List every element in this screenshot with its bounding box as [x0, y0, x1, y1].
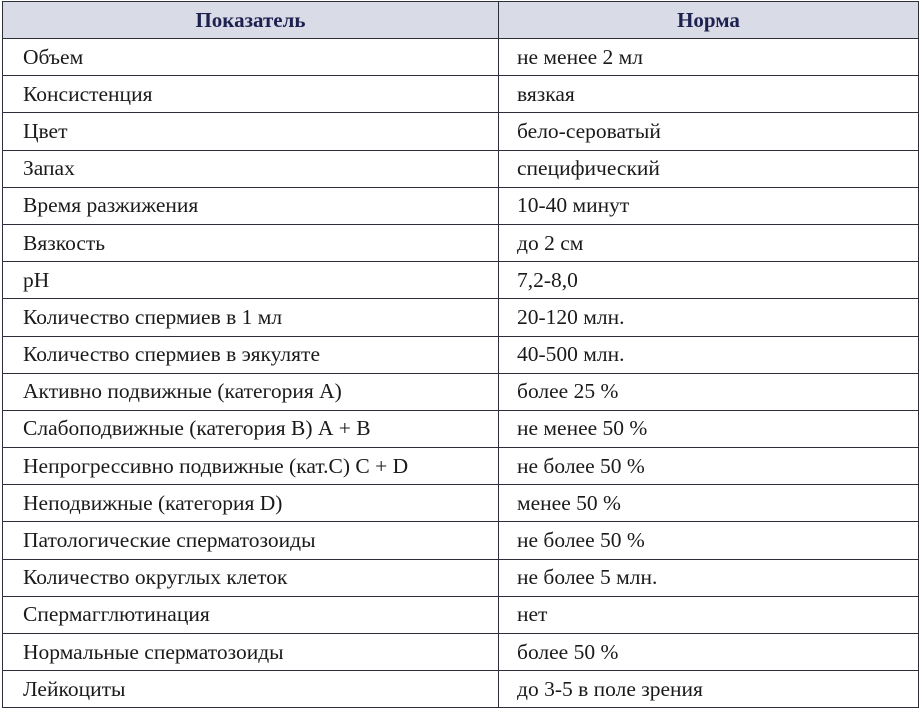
table-row	[3, 187, 919, 224]
param-cell: Цвет	[3, 113, 499, 150]
table-row	[3, 634, 919, 671]
header-norm: Норма	[499, 2, 919, 39]
table-row	[3, 39, 919, 76]
param-cell: Нормальные сперматозоиды	[3, 634, 499, 671]
param-cell: Непрогрессивно подвижные (кат.С) С + D	[3, 448, 499, 485]
param-cell: pH	[3, 262, 499, 299]
norm-cell: не более 50 %	[499, 448, 919, 485]
norm-cell: до 2 см	[499, 224, 919, 261]
norm-cell: бело-сероватый	[499, 113, 919, 150]
norms-table	[2, 1, 919, 708]
param-cell: Вязкость	[3, 224, 499, 261]
table-header-row	[3, 2, 919, 39]
param-cell: Количество спермиев в эякуляте	[3, 336, 499, 373]
table-row	[3, 224, 919, 261]
header-param: Показатель	[3, 2, 499, 39]
norm-cell: 40-500 млн.	[499, 336, 919, 373]
table-row	[3, 113, 919, 150]
table-row	[3, 76, 919, 113]
norm-cell: нет	[499, 596, 919, 633]
param-cell: Патологические сперматозоиды	[3, 522, 499, 559]
param-cell: Запах	[3, 150, 499, 187]
param-cell: Активно подвижные (категория А)	[3, 373, 499, 410]
norm-cell: 20-120 млн.	[499, 299, 919, 336]
param-cell: Лейкоциты	[3, 671, 499, 708]
param-cell: Консистенция	[3, 76, 499, 113]
table-row	[3, 596, 919, 633]
table-row	[3, 336, 919, 373]
norm-cell: не менее 2 мл	[499, 39, 919, 76]
norm-cell: менее 50 %	[499, 485, 919, 522]
table-row	[3, 150, 919, 187]
table-row	[3, 522, 919, 559]
norm-cell: не менее 50 %	[499, 410, 919, 447]
norm-cell: 7,2-8,0	[499, 262, 919, 299]
table-row	[3, 299, 919, 336]
norm-cell: до 3-5 в поле зрения	[499, 671, 919, 708]
norm-cell: 10-40 минут	[499, 187, 919, 224]
table-row	[3, 485, 919, 522]
table-row	[3, 262, 919, 299]
param-cell: Слабоподвижные (категория В) А + В	[3, 410, 499, 447]
param-cell: Количество спермиев в 1 мл	[3, 299, 499, 336]
table-row	[3, 559, 919, 596]
norm-cell: вязкая	[499, 76, 919, 113]
norm-cell: специфический	[499, 150, 919, 187]
table-row	[3, 448, 919, 485]
norm-cell: не более 5 млн.	[499, 559, 919, 596]
param-cell: Спермагглютинация	[3, 596, 499, 633]
table-row	[3, 373, 919, 410]
table-row	[3, 410, 919, 447]
norm-cell: более 25 %	[499, 373, 919, 410]
norms-table-container	[2, 1, 918, 708]
norm-cell: более 50 %	[499, 634, 919, 671]
param-cell: Неподвижные (категория D)	[3, 485, 499, 522]
param-cell: Объем	[3, 39, 499, 76]
param-cell: Количество округлых клеток	[3, 559, 499, 596]
table-row	[3, 671, 919, 708]
param-cell: Время разжижения	[3, 187, 499, 224]
norm-cell: не более 50 %	[499, 522, 919, 559]
